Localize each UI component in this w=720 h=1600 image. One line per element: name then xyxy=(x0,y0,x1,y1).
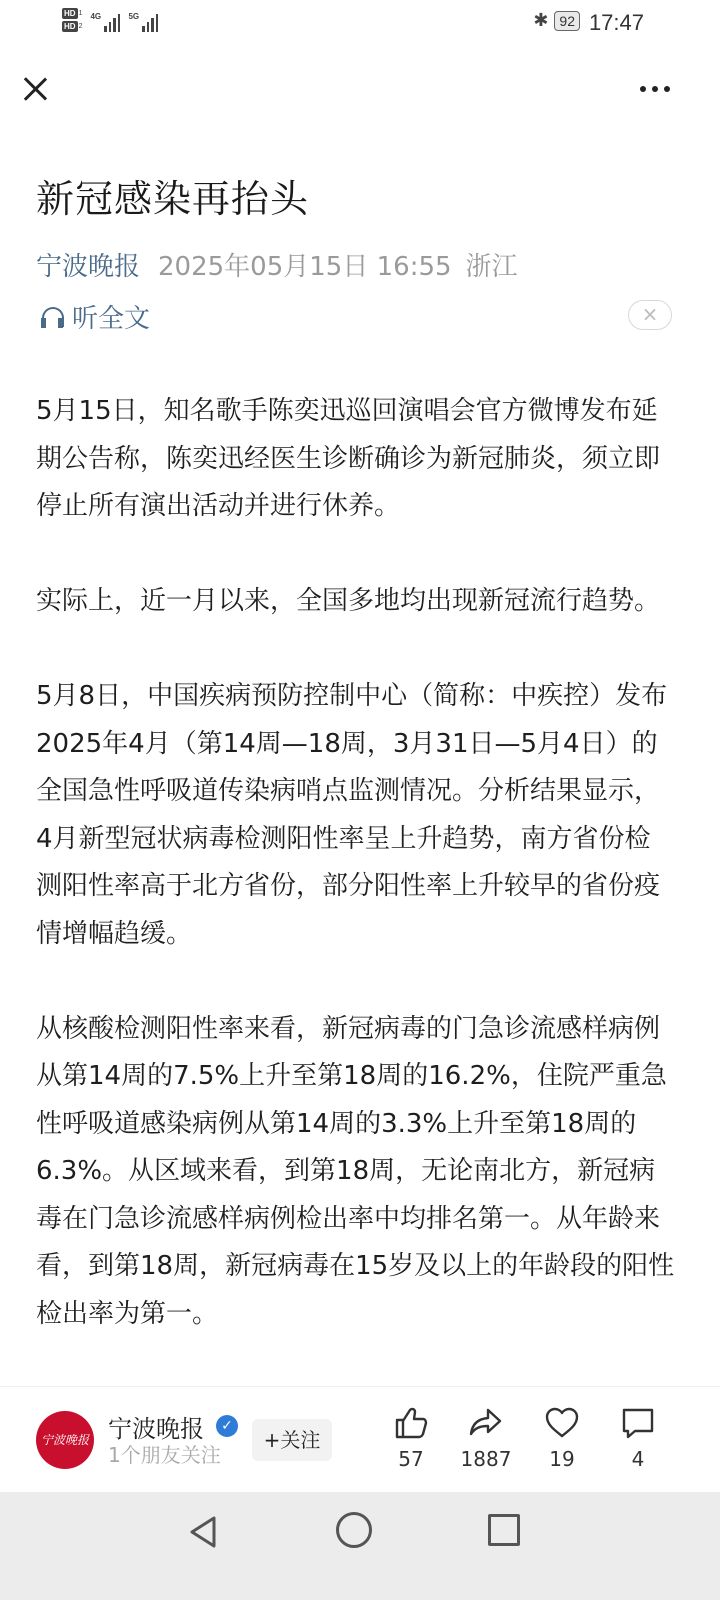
account-name[interactable]: 宁波晚报 xyxy=(108,1415,204,1443)
article-paragraph: 从核酸检测阳性率来看，新冠病毒的门急诊流感样病例从第14周的7.5%上升至第18周的16.2%，住院严重急性呼吸道感染病例从第14周的3.3%上升至第18周的6.3%。从区域来看，到第18周，无论南北方，新冠病毒在门急诊流感样病例检出率中均排名第一。从年龄来看，到第18周，新冠病毒在15岁及以上的年龄段的阳性检出率为第一。 xyxy=(36,1013,675,1329)
location-label: 浙江 xyxy=(465,252,518,282)
recent-apps-square-icon[interactable] xyxy=(488,1514,520,1546)
avatar[interactable]: 宁波晚报 xyxy=(36,1411,94,1469)
comment-button[interactable] xyxy=(603,1405,673,1471)
bottom-action-bar xyxy=(0,1386,720,1493)
system-navigation-bar xyxy=(0,1492,720,1600)
follow-button[interactable]: +关注 xyxy=(252,1419,332,1461)
home-circle-icon[interactable] xyxy=(336,1512,372,1548)
heart-icon xyxy=(544,1405,580,1441)
article-body xyxy=(36,388,676,1386)
favorite-count: 19 xyxy=(549,1447,575,1471)
bluetooth-icon: ✱ xyxy=(533,10,549,30)
dismiss-audio-button[interactable]: × xyxy=(628,300,672,330)
article-paragraph: 5月15日，知名歌手陈奕迅巡回演唱会官方微博发布延期公告称，陈奕迅经医生诊断确诊为新冠肺炎，须立即停止所有演出活动并进行休养。 xyxy=(36,396,661,521)
share-arrow-icon xyxy=(468,1405,504,1441)
close-icon[interactable] xyxy=(18,72,52,106)
battery-indicator: 92 xyxy=(554,11,580,31)
listen-full-text-button[interactable] xyxy=(40,298,150,335)
back-triangle-icon[interactable] xyxy=(186,1514,220,1550)
share-count: 1887 xyxy=(460,1447,512,1471)
status-bar xyxy=(0,0,720,50)
like-button[interactable] xyxy=(376,1405,446,1471)
thumbs-up-icon xyxy=(393,1405,429,1441)
publish-datetime: 2025年05月15日 16:55 xyxy=(158,252,452,282)
friends-following-note: 1个朋友关注 xyxy=(108,1443,221,1467)
more-options-icon[interactable] xyxy=(640,86,670,92)
signal-strength-icon-1: 4G xyxy=(90,8,120,32)
sim2-hd-indicator: HD 2 xyxy=(64,22,83,31)
share-button[interactable] xyxy=(451,1405,521,1471)
favorite-button[interactable] xyxy=(527,1405,597,1471)
article-paragraph: 5月8日，中国疾病预防控制中心（简称：中疾控）发布2025年4月（第14周—18周，3月31日—5月4日）的全国急性呼吸道传染病哨点监测情况。分析结果显示，4月新型冠状病毒检测阳性率呈上升趋势，南方省份检测阳性率高于北方省份，部分阳性率上升较早的省份疫情增幅趋缓。 xyxy=(36,681,668,949)
article-paragraph: 实际上，近一月以来，全国多地均出现新冠流行趋势。 xyxy=(36,586,661,616)
headphones-icon xyxy=(40,305,64,329)
clock: 17:47 xyxy=(588,10,644,35)
signal-group xyxy=(62,8,158,32)
article-title: 新冠感染再抬头 xyxy=(36,177,310,221)
verified-badge-icon: ✓ xyxy=(216,1415,238,1437)
comment-count: 4 xyxy=(631,1447,645,1471)
signal-strength-icon-2: 5G xyxy=(128,8,158,32)
article-meta xyxy=(36,246,518,283)
listen-label: 听全文 xyxy=(72,304,151,334)
like-count: 57 xyxy=(398,1447,424,1471)
source-link[interactable]: 宁波晚报 xyxy=(36,252,141,282)
comment-bubble-icon xyxy=(620,1405,656,1441)
sim1-hd-indicator: HD 1 xyxy=(64,9,83,18)
